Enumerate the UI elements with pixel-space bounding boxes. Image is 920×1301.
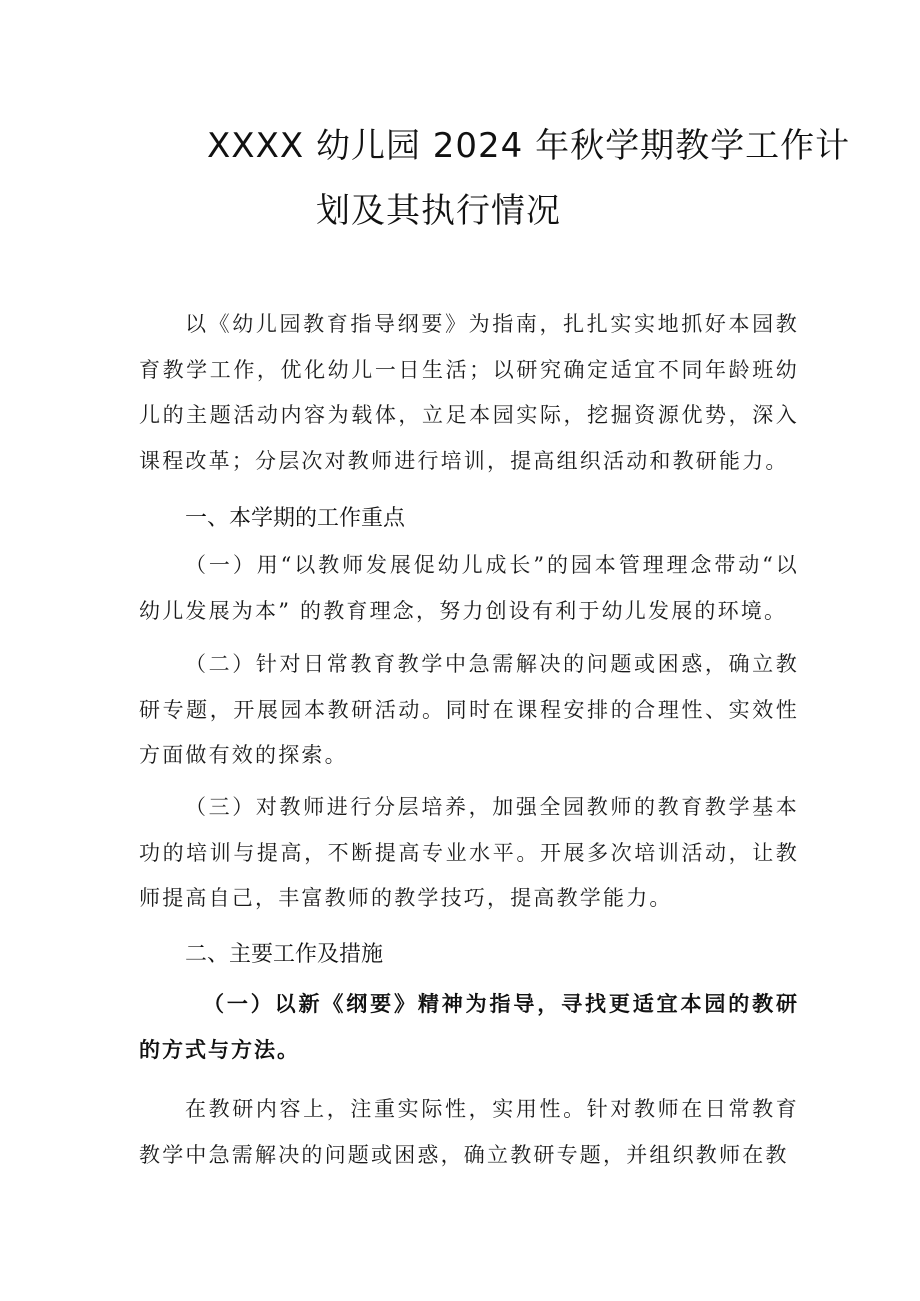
section-2-sub-1-text: 在教研内容上，注重实际性，实用性。针对教师在日常教育教学中急需解决的问题或困惑，确立教研专题，并组织教师在教 [139,1097,799,1167]
section-1-item-3: （三）对教师进行分层培养，加强全园教师的教育教学基本功的培训与提高，不断提高专业水平。开展多次培训活动，让教师提高自己，丰富教师的教学技巧，提高教学能力。 [139,795,799,910]
section-1-item-2: （二）针对日常教育教学中急需解决的问题或困惑，确立教研专题，开展园本教研活动。同时在课程安排的合理性、实效性方面做有效的探索。 [139,652,799,767]
section-1-item-1: （一）用“以教师发展促幼儿成长”的园本管理理念带动“以幼儿发展为本” 的教育理念，努力创设有利于幼儿发展的环境。 [139,553,799,623]
document-title-line-1: XXXX 幼儿园 2024 年秋学期教学工作计 [207,126,851,166]
section-1-heading: 一、本学期的工作重点 [185,506,406,531]
section-2-subheading-1: （一）以新《纲要》精神为指导，寻找更适宜本园的教研的方式与方法。 [139,991,799,1062]
intro-paragraph: 以《幼儿园教育指导纲要》为指南，扎扎实实地抓好本园教育教学工作，优化幼儿一日生活；以研究确定适宜不同年龄班幼儿的主题活动内容为载体，立足本园实际，挖掘资源优势，深入课程改革；分层次对教师进行培训，提高组织活动和教研能力。 [139,312,799,473]
section-2-heading: 二、主要工作及措施 [185,942,384,967]
document-title-line-2: 划及其执行情况 [316,191,561,231]
